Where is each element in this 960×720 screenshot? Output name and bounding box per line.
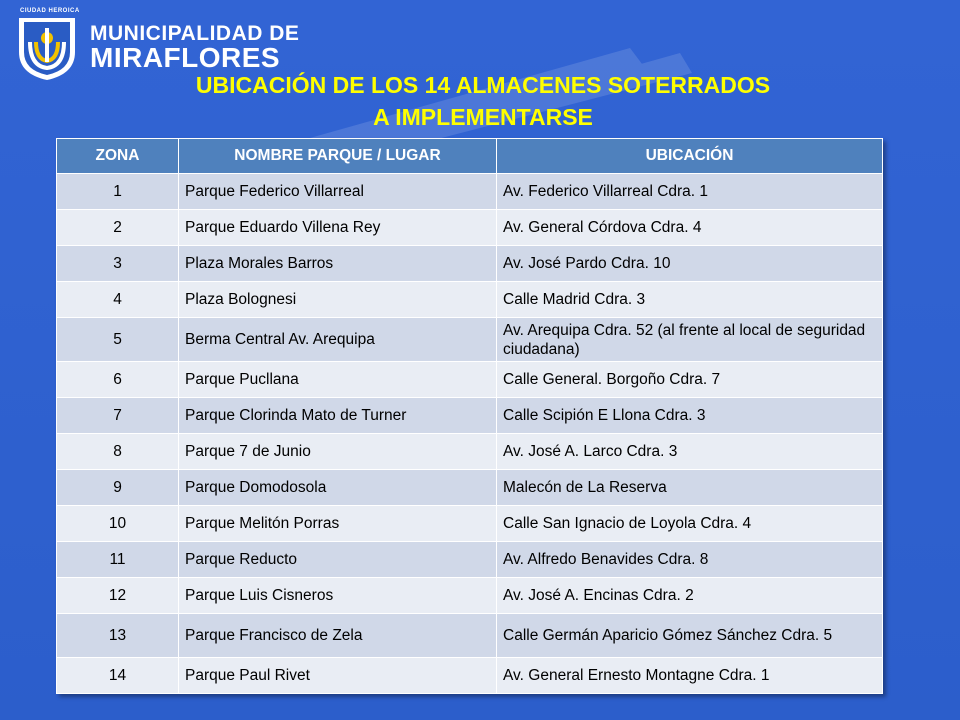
table-row xyxy=(57,398,883,434)
cell-zona: 1 xyxy=(57,174,179,210)
cell-zona: 6 xyxy=(57,362,179,398)
table-row xyxy=(57,210,883,246)
cell-ubicacion: Av. Alfredo Benavides Cdra. 8 xyxy=(497,542,883,578)
cell-nombre: Parque Luis Cisneros xyxy=(179,578,497,614)
cell-nombre: Parque Eduardo Villena Rey xyxy=(179,210,497,246)
cell-nombre: Parque Federico Villarreal xyxy=(179,174,497,210)
cell-zona: 4 xyxy=(57,282,179,318)
cell-nombre: Parque Francisco de Zela xyxy=(179,614,497,658)
cell-zona: 3 xyxy=(57,246,179,282)
cell-nombre: Berma Central Av. Arequipa xyxy=(179,318,497,362)
cell-nombre: Parque Domodosola xyxy=(179,470,497,506)
cell-zona: 12 xyxy=(57,578,179,614)
cell-nombre: Plaza Bolognesi xyxy=(179,282,497,318)
table-row xyxy=(57,282,883,318)
table-row xyxy=(57,578,883,614)
cell-nombre: Parque Melitón Porras xyxy=(179,506,497,542)
logo-top-text: CIUDAD HEROICA xyxy=(20,8,80,14)
page-title-line1: UBICACIÓN DE LOS 14 ALMACENES SOTERRADOS xyxy=(195,72,771,98)
table-header-row xyxy=(57,139,883,174)
municipality-logo xyxy=(16,8,300,80)
header-ubicacion: UBICACIÓN xyxy=(497,139,883,174)
table-row xyxy=(57,506,883,542)
table-row xyxy=(57,658,883,694)
cell-nombre: Parque Reducto xyxy=(179,542,497,578)
table-row xyxy=(57,246,883,282)
cell-zona: 2 xyxy=(57,210,179,246)
table-row xyxy=(57,362,883,398)
page-title-line2: A IMPLEMENTARSE xyxy=(373,104,593,130)
cell-zona: 10 xyxy=(57,506,179,542)
table-row xyxy=(57,470,883,506)
cell-ubicacion: Av. José A. Larco Cdra. 3 xyxy=(497,434,883,470)
logo-line1: MUNICIPALIDAD DE xyxy=(90,22,300,45)
cell-ubicacion: Av. José Pardo Cdra. 10 xyxy=(497,246,883,282)
table-row xyxy=(57,434,883,470)
table-row xyxy=(57,614,883,658)
cell-nombre: Parque Clorinda Mato de Turner xyxy=(179,398,497,434)
cell-nombre: Parque Paul Rivet xyxy=(179,658,497,694)
cell-ubicacion: Av. Arequipa Cdra. 52 (al frente al local de seguridad ciudadana) xyxy=(497,318,883,362)
logo-line2: MIRAFLORES xyxy=(90,42,281,73)
cell-zona: 7 xyxy=(57,398,179,434)
cell-ubicacion: Av. General Ernesto Montagne Cdra. 1 xyxy=(497,658,883,694)
cell-nombre: Parque 7 de Junio xyxy=(179,434,497,470)
table-row xyxy=(57,174,883,210)
cell-ubicacion: Av. General Córdova Cdra. 4 xyxy=(497,210,883,246)
cell-ubicacion: Calle General. Borgoño Cdra. 7 xyxy=(497,362,883,398)
cell-zona: 11 xyxy=(57,542,179,578)
cell-nombre: Parque Pucllana xyxy=(179,362,497,398)
cell-ubicacion: Calle Scipión E Llona Cdra. 3 xyxy=(497,398,883,434)
table-row xyxy=(57,318,883,362)
cell-ubicacion: Malecón de La Reserva xyxy=(497,470,883,506)
cell-zona: 5 xyxy=(57,318,179,362)
cell-nombre: Plaza Morales Barros xyxy=(179,246,497,282)
cell-ubicacion: Calle Madrid Cdra. 3 xyxy=(497,282,883,318)
cell-zona: 8 xyxy=(57,434,179,470)
table-row xyxy=(57,542,883,578)
cell-ubicacion: Calle San Ignacio de Loyola Cdra. 4 xyxy=(497,506,883,542)
table-body xyxy=(57,174,883,694)
cell-zona: 13 xyxy=(57,614,179,658)
warehouses-table xyxy=(56,138,883,694)
header-zona: ZONA xyxy=(57,139,179,174)
cell-ubicacion: Av. José A. Encinas Cdra. 2 xyxy=(497,578,883,614)
cell-zona: 14 xyxy=(57,658,179,694)
cell-ubicacion: Av. Federico Villarreal Cdra. 1 xyxy=(497,174,883,210)
cell-ubicacion: Calle Germán Aparicio Gómez Sánchez Cdra. 5 xyxy=(497,614,883,658)
header-nombre: NOMBRE PARQUE / LUGAR xyxy=(179,139,497,174)
cell-zona: 9 xyxy=(57,470,179,506)
